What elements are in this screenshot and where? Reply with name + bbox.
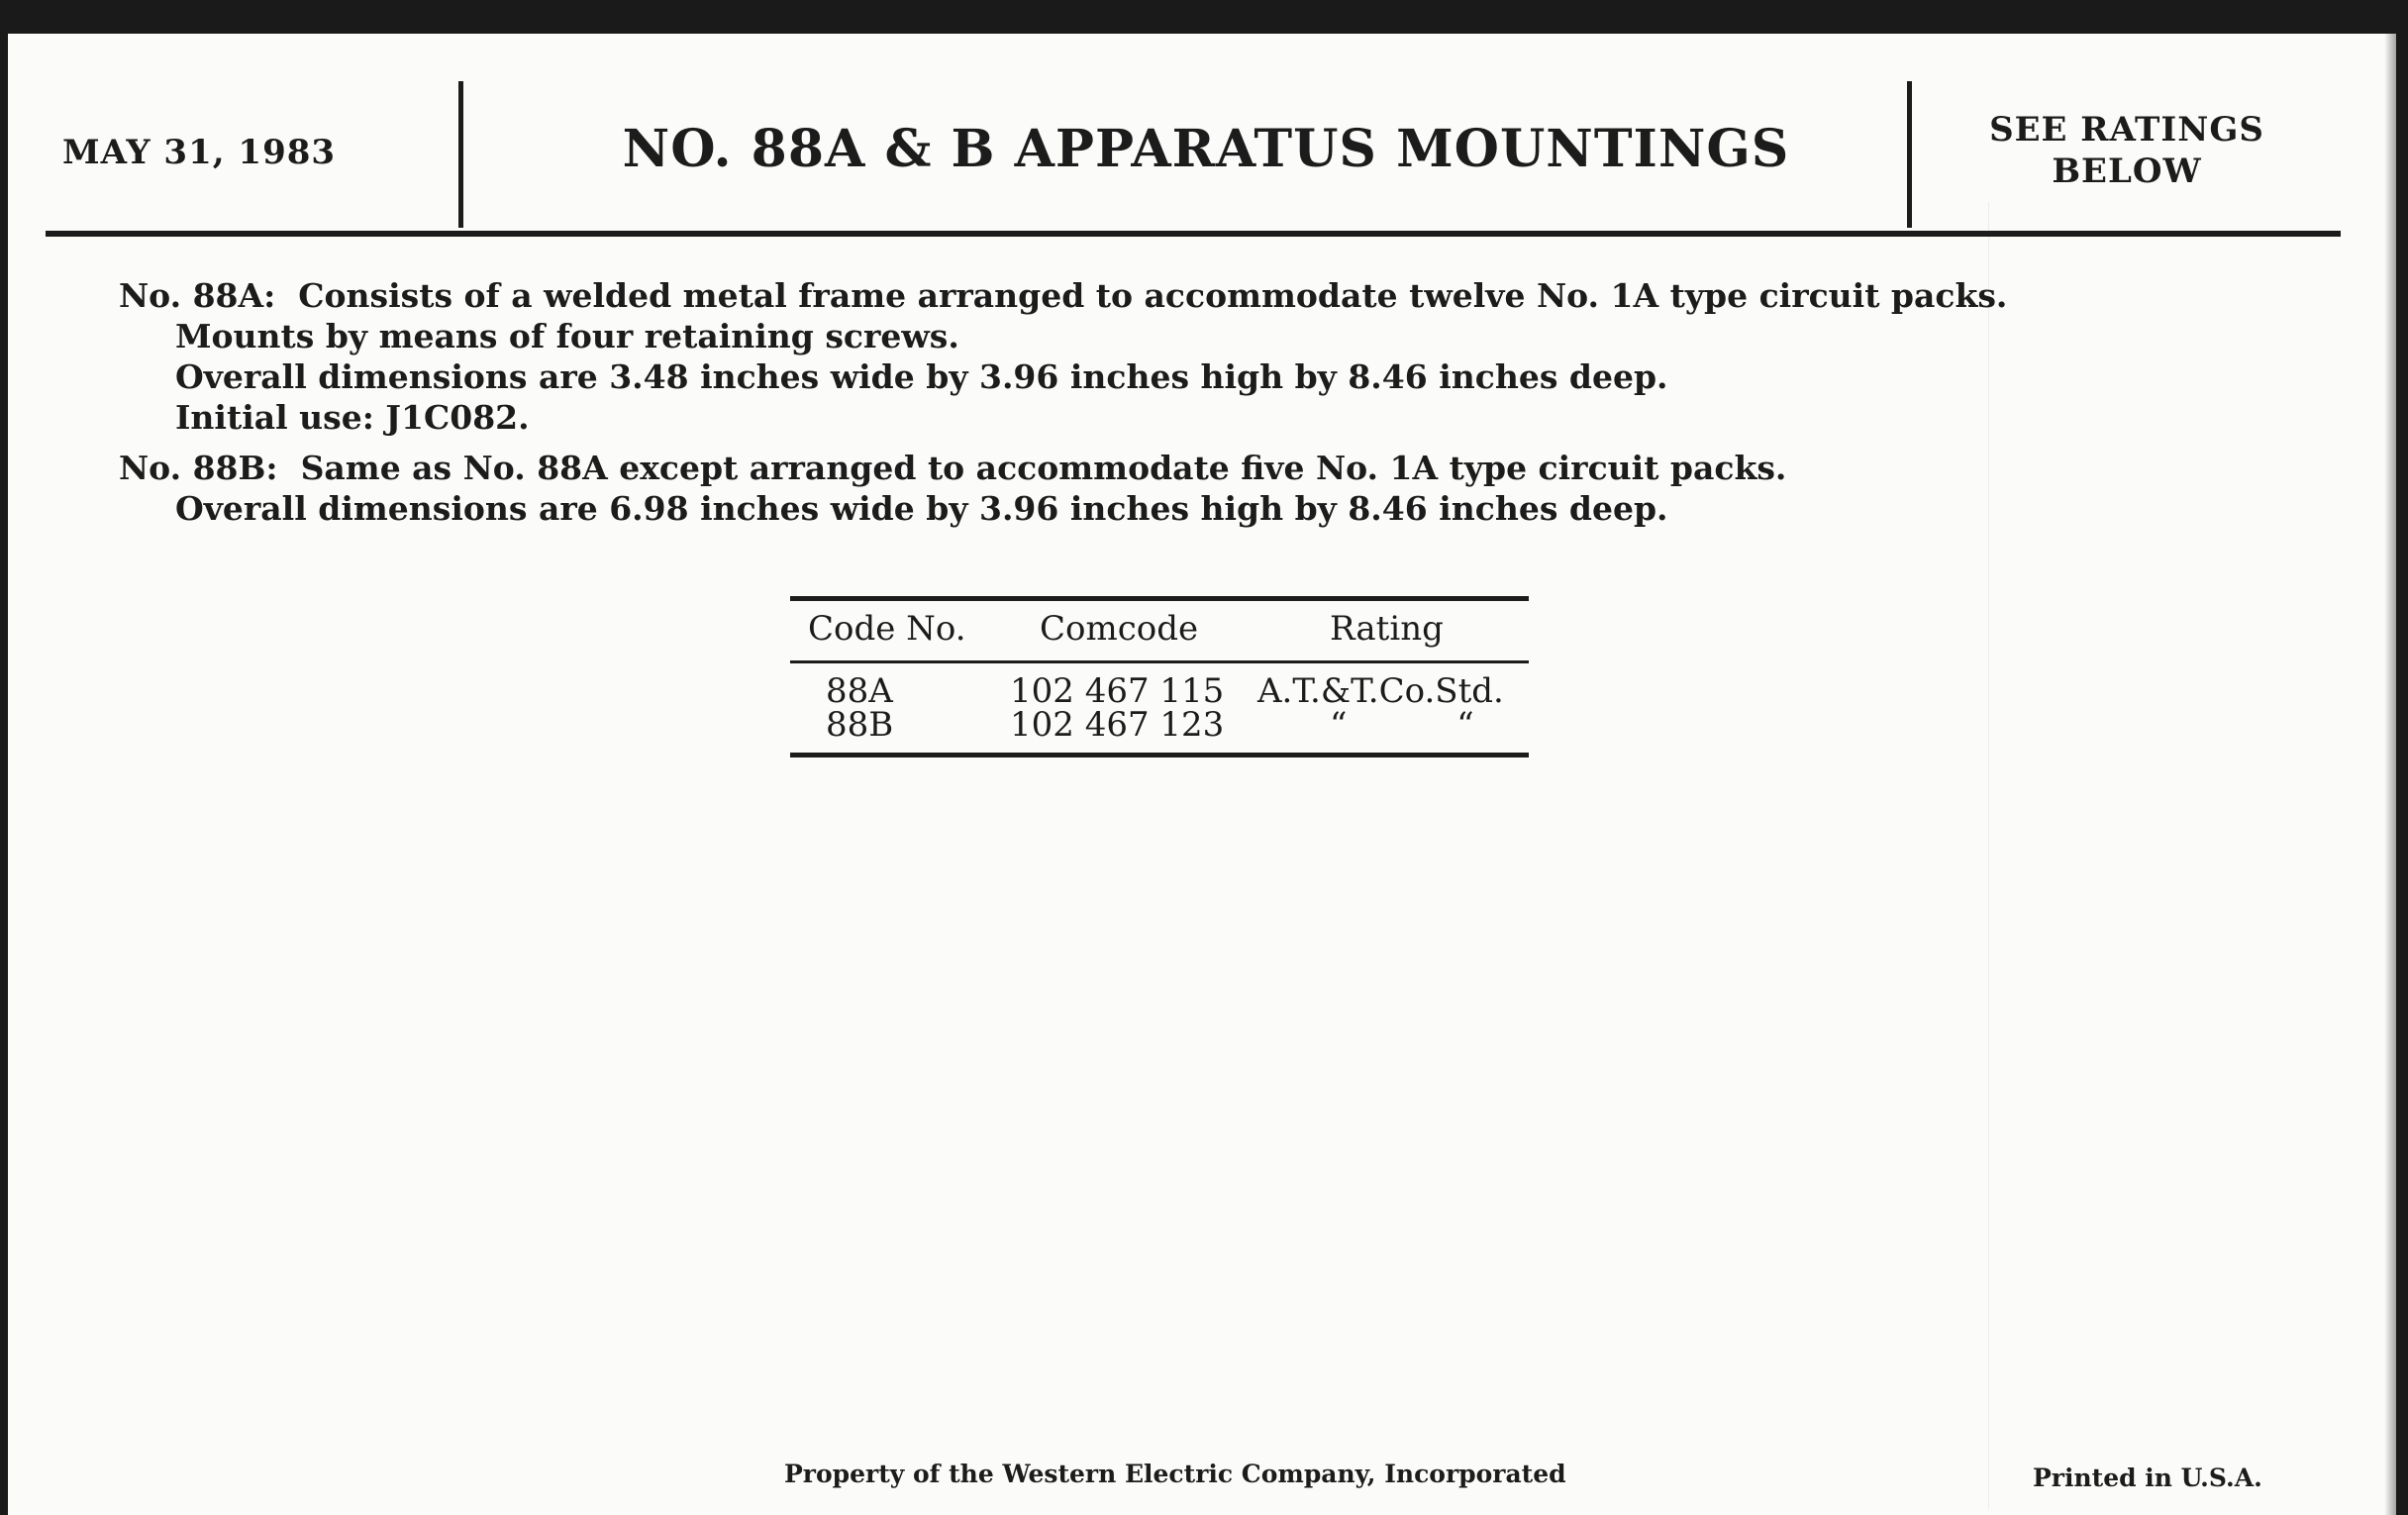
ratings-note [1919,109,2335,192]
column-header-rating: Rating [1330,609,1444,649]
footer-property-notice: Property of the Western Electric Company, Incorporated [784,1460,1566,1488]
footer-printed-notice: Printed in U.S.A. [2033,1464,2262,1492]
document-card [8,34,2396,1515]
table-cell-rating: A.T.&T.Co.Std. [1257,671,1504,711]
header-rule [46,231,2341,237]
header-divider-left [458,81,463,228]
description-text: Consists of a welded metal frame arranged to accommodate twelve No. 1A type circuit packs. [298,276,2008,315]
table-body [790,663,1529,753]
header-divider-right [1907,81,1912,228]
table-cell-comcode: 102 467 115 [1010,671,1225,711]
description-line: Initial use: J1C082. [175,398,530,437]
table-cell-comcode: 102 467 123 [1010,705,1225,745]
table-cell-rating: “ “ [1330,705,1474,745]
table-cell-code: 88A [826,671,893,711]
page-title: NO. 88A & B APPARATUS MOUNTINGS [622,119,1790,179]
description-block [119,275,2007,529]
description-line: Overall dimensions are 3.48 inches wide by 3.96 inches high by 8.46 inches deep. [175,357,1668,396]
ratings-table [790,596,1529,758]
description-label: No. 88A: [119,276,276,315]
column-header-code: Code No. [808,609,966,649]
description-line: Overall dimensions are 6.98 inches wide by 3.96 inches high by 8.46 inches deep. [175,489,1668,528]
description-88a-first-line [119,275,2007,316]
table-bottom-rule [790,753,1529,758]
description-line: Mounts by means of four retaining screws. [175,317,959,355]
description-88b-first-line [119,448,2007,488]
description-label: No. 88B: [119,449,278,487]
column-header-comcode: Comcode [1040,609,1199,649]
header-date: MAY 31, 1983 [62,133,337,172]
description-text: Same as No. 88A except arranged to accommodate five No. 1A type circuit packs. [300,449,1787,487]
ratings-note-line1: SEE RATINGS [1989,110,2264,150]
table-cell-code: 88B [826,705,894,745]
table-header-row [790,601,1529,660]
ratings-note-line2: BELOW [2052,152,2202,191]
